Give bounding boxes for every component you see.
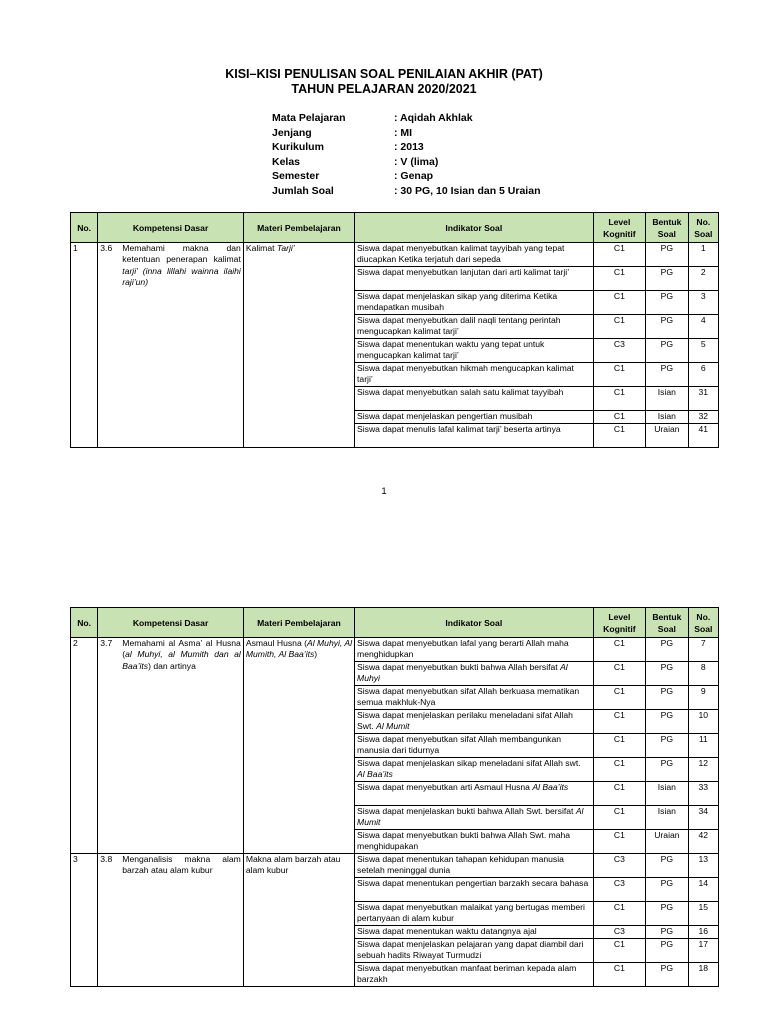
cell-bentuk: Uraian (646, 424, 688, 448)
cell-level: C1 (593, 734, 646, 758)
table-row (71, 854, 719, 878)
cell-indikator: Siswa dapat menyebutkan lafal yang berarti Allah maha menghidupkan (355, 638, 594, 662)
table-header-row (71, 608, 719, 638)
cell-indikator: Siswa dapat menyebutkan lanjutan dari arti kalimat tarji’ (355, 267, 594, 291)
cell-level: C1 (593, 806, 646, 830)
cell-nosoal: 31 (688, 387, 718, 411)
cell-indikator: Siswa dapat menyebutkan sifat Allah berkuasa mematikan semua makhluk-Nya (355, 686, 594, 710)
cell-level: C1 (593, 782, 646, 806)
cell-indikator: Siswa dapat menentukan waktu yang tepat untuk mengucapkan kalimat tarji’ (355, 339, 594, 363)
cell-indikator: Siswa dapat menjelaskan sikap meneladani sifat Allah swt. Al Baa’its (355, 758, 594, 782)
document-title-line1: KISI–KISI PENULISAN SOAL PENILAIAN AKHIR (PAT) (225, 67, 543, 81)
cell-level: C3 (593, 926, 646, 939)
cell-bentuk: PG (646, 963, 688, 987)
cell-bentuk: PG (646, 243, 688, 267)
cell-bentuk: Isian (646, 806, 688, 830)
cell-level: C1 (593, 638, 646, 662)
cell-nosoal: 4 (688, 315, 718, 339)
cell-level: C1 (593, 363, 646, 387)
meta-row-jenjang: Jenjang : MI (272, 126, 413, 139)
cell-materi: Kalimat Tarji’ (243, 243, 354, 448)
cell-level: C1 (593, 963, 646, 987)
kisi-table-2 (70, 607, 719, 987)
cell-indikator: Siswa dapat menyebutkan manfaat beriman kepada alam barzakh (355, 963, 594, 987)
cell-level: C1 (593, 939, 646, 963)
col-header-no: No. (71, 213, 98, 243)
cell-bentuk: PG (646, 638, 688, 662)
col-header-materi: Materi Pembelajaran (243, 608, 354, 638)
cell-nosoal: 14 (688, 878, 718, 902)
cell-nosoal: 15 (688, 902, 718, 926)
table-row (71, 638, 719, 662)
cell-nosoal: 1 (688, 243, 718, 267)
cell-nosoal: 11 (688, 734, 718, 758)
col-header-kd: Kompetensi Dasar (98, 608, 244, 638)
col-header-nosoal: No. Soal (688, 213, 718, 243)
cell-level: C1 (593, 902, 646, 926)
col-header-indikator: Indikator Soal (355, 213, 594, 243)
meta-row-kelas: Kelas : V (lima) (272, 155, 439, 168)
cell-nosoal: 9 (688, 686, 718, 710)
cell-bentuk: PG (646, 291, 688, 315)
col-header-materi: Materi Pembelajaran (243, 213, 354, 243)
cell-kompetensi-dasar: 3.6 Memahami makna dan ketentuan penerapan kalimat tarji’ (inna lillahi wainna ilaihi raji’un) (98, 243, 244, 448)
cell-nosoal: 34 (688, 806, 718, 830)
cell-indikator: Siswa dapat menentukan pengertian barzakh secara bahasa (355, 878, 594, 902)
meta-row-mapel: Mata Pelajaran : Aqidah Akhlak (272, 112, 473, 124)
cell-nosoal: 32 (688, 411, 718, 424)
col-header-no: No. (71, 608, 98, 638)
cell-bentuk: PG (646, 878, 688, 902)
cell-indikator: Siswa dapat menjelaskan pengertian musibah (355, 411, 594, 424)
cell-bentuk: Isian (646, 387, 688, 411)
cell-level: C1 (593, 315, 646, 339)
col-header-bentuk: Bentuk Soal (646, 213, 688, 243)
cell-nosoal: 41 (688, 424, 718, 448)
page-number: 1 (381, 486, 387, 497)
cell-level: C1 (593, 411, 646, 424)
cell-bentuk: PG (646, 939, 688, 963)
cell-indikator: Siswa dapat menyebutkan hikmah mengucapkan kalimat tarji’ (355, 363, 594, 387)
cell-indikator: Siswa dapat menyebutkan bukti bahwa Allah bersifat Al Muhyi (355, 662, 594, 686)
cell-indikator: Siswa dapat menjelaskan pelajaran yang dapat diambil dari sebuah hadits Riwayat Turmudzi (355, 939, 594, 963)
cell-nosoal: 6 (688, 363, 718, 387)
cell-level: C1 (593, 758, 646, 782)
cell-level: C1 (593, 830, 646, 854)
cell-bentuk: PG (646, 315, 688, 339)
cell-level: C1 (593, 291, 646, 315)
cell-no: 2 (71, 638, 98, 854)
meta-row-kurikulum: Kurikulum : 2013 (272, 141, 424, 154)
cell-no: 1 (71, 243, 98, 448)
cell-nosoal: 3 (688, 291, 718, 315)
cell-indikator: Siswa dapat menyebutkan arti Asmaul Husna Al Baa’its (355, 782, 594, 806)
cell-indikator: Siswa dapat menyebutkan dalil naqli tentang perintah mengucapkan kalimat tarji’ (355, 315, 594, 339)
cell-indikator: Siswa dapat menyebutkan salah satu kalimat tayyibah (355, 387, 594, 411)
cell-bentuk: PG (646, 267, 688, 291)
cell-bentuk: Isian (646, 411, 688, 424)
cell-kompetensi-dasar: 3.8 Menganalisis makna alam barzah atau alam kubur (98, 854, 244, 987)
cell-indikator: Siswa dapat menyebutkan sifat Allah membangunkan manusia dari tidurnya (355, 734, 594, 758)
cell-no: 3 (71, 854, 98, 987)
cell-nosoal: 10 (688, 710, 718, 734)
col-header-indikator: Indikator Soal (355, 608, 594, 638)
cell-bentuk: PG (646, 710, 688, 734)
cell-bentuk: Isian (646, 782, 688, 806)
cell-bentuk: PG (646, 926, 688, 939)
cell-nosoal: 13 (688, 854, 718, 878)
cell-nosoal: 42 (688, 830, 718, 854)
cell-bentuk: PG (646, 363, 688, 387)
cell-level: C3 (593, 878, 646, 902)
table-header-row (71, 213, 719, 243)
cell-level: C1 (593, 424, 646, 448)
cell-nosoal: 5 (688, 339, 718, 363)
col-header-nosoal: No. Soal (688, 608, 718, 638)
meta-row-jumlah-soal: Jumlah Soal : 30 PG, 10 Isian dan 5 Uraian (272, 184, 541, 197)
cell-level: C1 (593, 686, 646, 710)
cell-level: C1 (593, 710, 646, 734)
cell-nosoal: 12 (688, 758, 718, 782)
cell-level: C3 (593, 339, 646, 363)
cell-materi: Asmaul Husna (Al Muhyi, Al Mumith, Al Baa’its) (243, 638, 354, 854)
col-header-bentuk: Bentuk Soal (646, 608, 688, 638)
cell-indikator: Siswa dapat menjelaskan bukti bahwa Allah Swt. bersifat Al Mumit (355, 806, 594, 830)
cell-indikator: Siswa dapat menjelaskan sikap yang diterima Ketika mendapatkan musibah (355, 291, 594, 315)
cell-bentuk: PG (646, 902, 688, 926)
cell-indikator: Siswa dapat menyebutkan kalimat tayyibah yang tepat diucapkan Ketika terjatuh dari sepeda (355, 243, 594, 267)
cell-bentuk: Uraian (646, 830, 688, 854)
col-header-level: Level Kognitif (593, 213, 646, 243)
cell-indikator: Siswa dapat menyebutkan malaikat yang bertugas memberi pertanyaan di alam kubur (355, 902, 594, 926)
cell-nosoal: 2 (688, 267, 718, 291)
cell-level: C1 (593, 243, 646, 267)
cell-kompetensi-dasar: 3.7 Memahami al Asma’ al Husna (al Muhyi, al Mumith dan al Baa’its) dan artinya (98, 638, 244, 854)
cell-nosoal: 18 (688, 963, 718, 987)
cell-bentuk: PG (646, 758, 688, 782)
cell-level: C3 (593, 854, 646, 878)
cell-bentuk: PG (646, 854, 688, 878)
meta-row-semester: Semester : Genap (272, 170, 434, 183)
cell-nosoal: 16 (688, 926, 718, 939)
kisi-table-1 (70, 212, 719, 448)
table-row (71, 243, 719, 267)
cell-bentuk: PG (646, 339, 688, 363)
meta-block (272, 111, 694, 199)
document-title-line2: TAHUN PELAJARAN 2020/2021 (291, 82, 477, 96)
cell-materi: Makna alam barzah atau alam kubur (243, 854, 354, 987)
cell-indikator: Siswa dapat menentukan tahapan kehidupan manusia setelah meninggal dunia (355, 854, 594, 878)
cell-indikator: Siswa dapat menjelaskan perilaku meneladani sifat Allah Swt. Al Mumit (355, 710, 594, 734)
cell-indikator: Siswa dapat menentukan waktu datangnya ajal (355, 926, 594, 939)
cell-nosoal: 7 (688, 638, 718, 662)
cell-indikator: Siswa dapat menyebutkan bukti bahwa Allah Swt. maha menghidupakan (355, 830, 594, 854)
cell-level: C1 (593, 387, 646, 411)
cell-level: C1 (593, 662, 646, 686)
col-header-level: Level Kognitif (593, 608, 646, 638)
cell-bentuk: PG (646, 662, 688, 686)
cell-nosoal: 33 (688, 782, 718, 806)
cell-indikator: Siswa dapat menulis lafal kalimat tarji’ beserta artinya (355, 424, 594, 448)
cell-level: C1 (593, 267, 646, 291)
cell-bentuk: PG (646, 734, 688, 758)
cell-bentuk: PG (646, 686, 688, 710)
cell-nosoal: 8 (688, 662, 718, 686)
col-header-kd: Kompetensi Dasar (98, 213, 244, 243)
cell-nosoal: 17 (688, 939, 718, 963)
